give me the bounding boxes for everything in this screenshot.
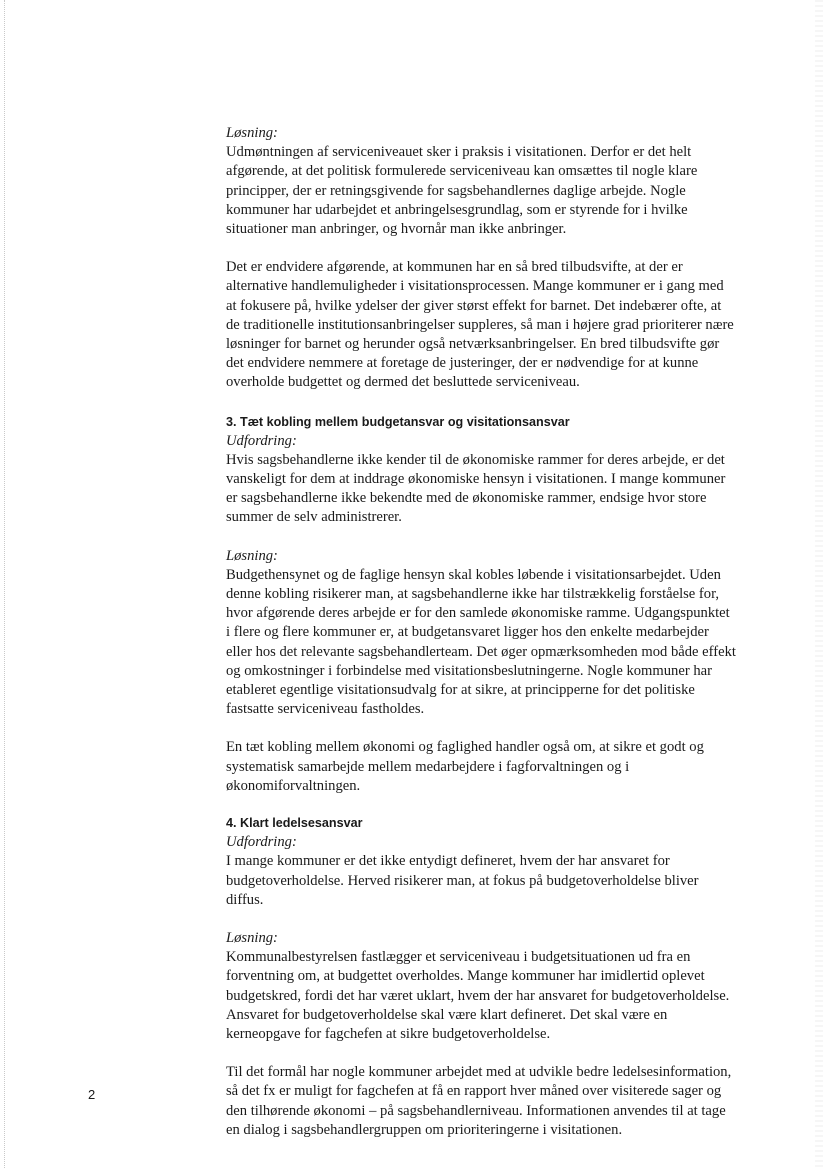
section-4-challenge <box>226 814 736 910</box>
section-label: Løsning: <box>226 547 278 564</box>
scan-left-edge <box>4 0 6 1168</box>
section-heading: 4. Klart ledelsesansvar <box>226 816 363 831</box>
page-number: 2 <box>88 1087 96 1102</box>
body-paragraph: Hvis sagsbehandlerne ikke kender til de økonomiske rammer for deres arbejde, er det vanskeligt for dem at inddrage økonomiske hensyn i visitationen. I mange kommuner er sagsbehandlerne ikke bekendte med de økonomiske rammer, endsige hvor store summer de selv administrerer. <box>226 451 726 526</box>
section-3-solution <box>226 547 736 720</box>
body-paragraph: Til det formål har nogle kommuner arbejdet med at udvikle bedre ledelsesinformation, så det fx er muligt for fagchefen at få en rapport hver måned over visiterede sager og den tilhørende økonomi – på sagsbehandlerniveau. Informationen anvendes til at tage en dialog i sagsbehandlergruppen om prioriteringerne i visitationen. <box>226 1064 732 1138</box>
body-paragraph: Kommunalbestyrelsen fastlægger et serviceniveau i budgetsituationen ud fra en forventning om, at budgettet overholdes. Mange kommuner har imidlertid oplevet budgetskred, fordi det har været uklart, hvem der har ansvaret for budgetoverholdelse. Ansvaret for budgetoverholdelse skal være klart defineret. Det skal være en kerneopgave for fagchefen at sikre budgetoverholdelse. <box>226 949 730 1042</box>
body-paragraph: I mange kommuner er det ikke entydigt defineret, hvem der har ansvaret for budgetoverholdelse. Herved risikerer man, at fokus på budgetoverholdelse bliver diffus. <box>226 853 699 908</box>
section-3-challenge <box>226 413 736 528</box>
section-1-extra <box>226 258 736 392</box>
section-label: Løsning: <box>226 125 278 141</box>
section-1-solution <box>226 124 736 239</box>
body-paragraph: En tæt kobling mellem økonomi og faglighed handler også om, at sikre et godt og systematisk samarbejde mellem medarbejdere i fagforvaltningen og i økonomiforvaltningen. <box>226 739 704 794</box>
body-paragraph: Budgethensynet og de faglige hensyn skal kobles løbende i visitationsarbejdet. Uden denne kobling risikerer man, at sagsbehandlerne ikke har tilstrækkelig forståelse for, hvor afgørende deres arbejde er for den samlede økonomiske ramme. Udgangspunktet i flere og flere kommuner er, at budgetansvaret ligger hos den enkelte medarbejder eller hos det relevante sagsbehandlerteam. Det øger opmærksomheden mod både effekt og omkostninger i forbindelse med visitationsbeslutningerne. Nogle kommuner har etableret egentlige visitationsudvalg for at sikre, at principperne for det politiske fastsatte serviceniveau fastholdes. <box>226 566 736 718</box>
body-paragraph: Det er endvidere afgørende, at kommunen har en så bred tilbudsvifte, at der er alternative handlemuligheder i visitationsprocessen. Mange kommuner er i gang med at fokusere på, hvilke ydelser der giver størst effekt for barnet. Det indebærer ofte, at de traditionelle institutionsanbringelser suppleres, så man i højere grad prioriterer nære løsninger for barnet og herunder også netværksanbringelser. En bred tilbudsvifte gør det endvidere nemmere at foretage de justeringer, der er nødvendige for at kunne overholde budgettet og dermed det besluttede serviceniveau. <box>226 259 734 391</box>
section-label: Løsning: <box>226 929 278 946</box>
scan-right-edge <box>815 0 823 1168</box>
section-4-extra <box>226 1063 736 1140</box>
body-paragraph: Udmøntningen af serviceniveauet sker i praksis i visitationen. Derfor er det helt afgørende, at det politisk formulerede serviceniveau kan omsættes til nogle klare principper, der er retningsgivende for sagsbehandlernes daglige arbejde. Nogle kommuner har udarbejdet et anbringelsesgrundlag, som er styrende for i hvilke situationer man anbringer, og hvornår man ikke anbringer. <box>226 144 698 238</box>
section-label: Udfordring: <box>226 834 297 851</box>
section-4-solution <box>226 929 736 1044</box>
section-3-extra <box>226 738 736 796</box>
section-label: Udfordring: <box>226 432 297 449</box>
document-body <box>226 124 736 1159</box>
section-heading: 3. Tæt kobling mellem budgetansvar og visitationsansvar <box>226 414 570 429</box>
